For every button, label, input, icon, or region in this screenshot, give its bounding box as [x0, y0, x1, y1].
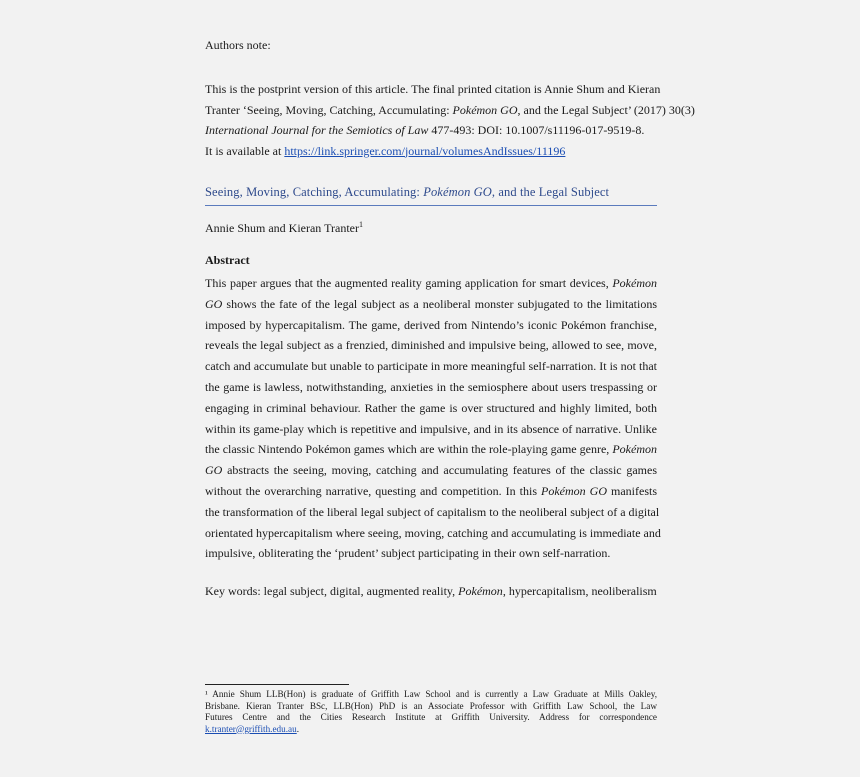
keywords-line: Key words: legal subject, digital, augmented reality, Pokémon, hypercapitalism, neoliberalism	[205, 584, 657, 598]
abstract-line: reveals the legal subject as a frenzied, diminished and impulsive being, allowed to see, move,	[205, 338, 657, 353]
abstract-line: within its game-play which is repetitive and impulsive, and in its absence of narrative. Unlike	[205, 421, 657, 436]
abstract-line: GO shows the fate of the legal subject as a neoliberal monster subjugated to the limitations	[205, 296, 657, 311]
footnote-marker: 1	[358, 220, 363, 229]
postprint-line-1: This is the postprint version of this article. The final printed citation is Annie Shum and Kieran	[205, 82, 661, 96]
citation-game-title: Pokémon GO	[452, 102, 518, 117]
correspondence-email-link[interactable]: k.tranter@griffith.edu.au	[205, 723, 297, 734]
abstract-line: engaging in criminal behaviour. Rather the game is over structured and highly limited, both	[205, 400, 657, 415]
availability-text: It is available at	[205, 143, 285, 158]
postprint-line-2	[205, 100, 695, 121]
article-title	[205, 185, 657, 206]
journal-title: International Journal for the Semiotics of Law	[205, 123, 429, 137]
footnote-divider	[205, 684, 349, 685]
postprint-notice	[205, 79, 695, 161]
abstract-line: catch and accumulate but unable to participate in more meaningful self-narration. It is not that	[205, 359, 657, 374]
title-text: , and the Legal Subject	[491, 185, 610, 199]
citation-text: , and the Legal Subject’ (2017) 30(3)	[517, 102, 695, 117]
title-game-name: Pokémon GO	[423, 185, 492, 199]
springer-link[interactable]: https://link.springer.com/journal/volumesAndIssues/11196	[284, 143, 566, 158]
abstract-line: impulsive, obliterating the ‘prudent’ subject participating in their own self-narration.	[205, 546, 611, 561]
author-names: Annie Shum and Kieran Tranter	[205, 221, 359, 235]
title-text: Seeing, Moving, Catching, Accumulating:	[205, 185, 424, 199]
abstract-line: the transformation of the liberal legal subject of capitalism to the neoliberal subject of a digital	[205, 504, 660, 519]
footnote-line: ¹ Annie Shum LLB(Hon) is graduate of Griffith Law School and is currently a Law Graduate at Mills Oakley,	[205, 689, 657, 699]
postprint-line-4	[205, 141, 657, 162]
abstract-body	[205, 273, 661, 564]
author-line	[205, 220, 657, 236]
abstract-line: the game is lawless, notwithstanding, anxieties in the semiosphere about users trespassing or	[205, 379, 657, 394]
footnote-line: k.tranter@griffith.edu.au.	[205, 723, 300, 734]
abstract-line: orientated hypercapitalism where seeing, moving, catching and accumulating is immediate and	[205, 525, 661, 540]
citation-text: Tranter ‘Seeing, Moving, Catching, Accumulating:	[205, 102, 453, 117]
footnote-line: Brisbane. Kieran Tranter BSc, LLB(Hon) PhD is an Associate Professor with Griffith Law School, the Law	[205, 700, 657, 711]
abstract-line: the classic Nintendo Pokémon games which are within the role-playing game genre, Pokémon	[205, 442, 657, 457]
doi-text: 477-493: DOI: 10.1007/s11196-017-9519-8.	[428, 123, 645, 137]
abstract-line: without the overarching narrative, questing and competition. In this Pokémon GO manifests	[205, 483, 657, 498]
abstract-heading: Abstract	[205, 253, 250, 267]
footnote-line: Futures Centre and the Cities Research Institute at Griffith University. Address for correspondence	[205, 712, 657, 722]
footnote	[205, 689, 657, 735]
abstract-line: This paper argues that the augmented reality gaming application for smart devices, Pokémon	[205, 276, 657, 290]
authors-note-label: Authors note:	[205, 38, 271, 52]
abstract-line: GO abstracts the seeing, moving, catching and accumulating features of the classic games	[205, 463, 657, 478]
postprint-line-3	[205, 120, 657, 141]
abstract-line: imposed by hypercapitalism. The game, derived from Nintendo’s iconic Pokémon franchise,	[205, 317, 657, 332]
